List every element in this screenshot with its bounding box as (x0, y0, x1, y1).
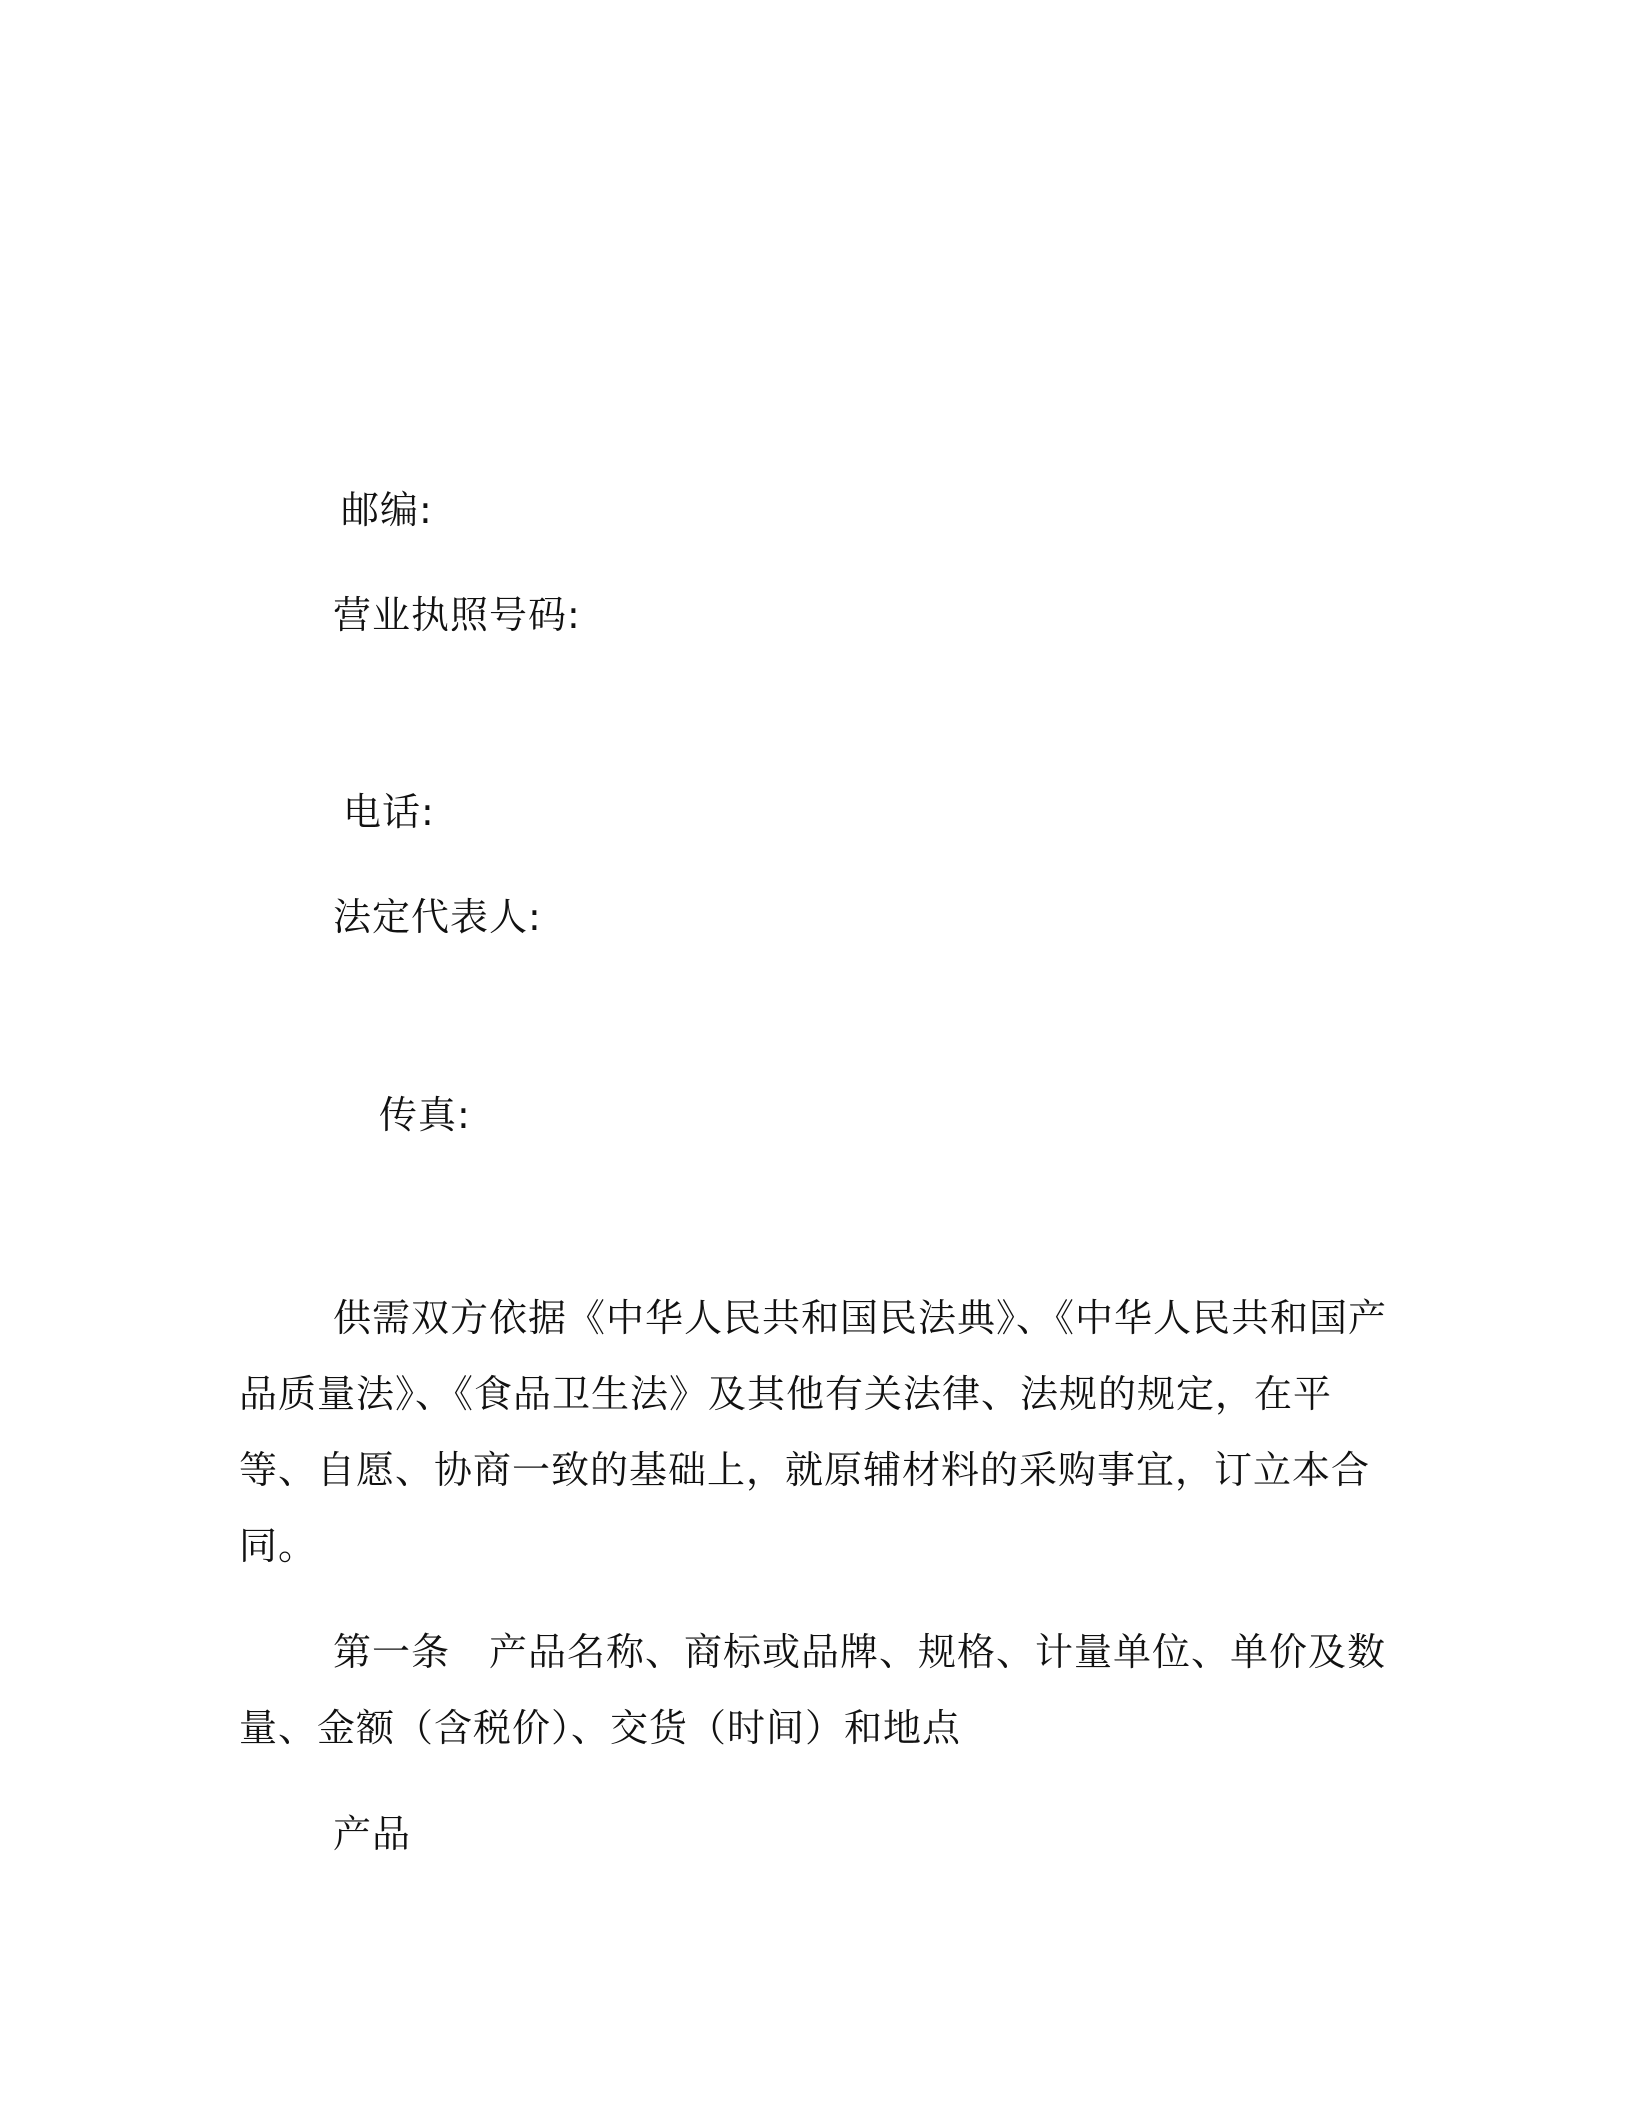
preamble-line: 同。 (239, 1524, 318, 1568)
fax-label: 传真: (379, 1093, 471, 1137)
preamble-line: 等、自愿、协商一致的基础上，就原辅材料的采购事宜，订立本合 (239, 1448, 1371, 1492)
business-license-label: 营业执照号码: (333, 593, 581, 637)
preamble-line: 品质量法》、《食品卫生法》及其他有关法律、法规的规定，在平 (239, 1372, 1333, 1416)
phone-label: 电话: (343, 790, 435, 834)
legal-representative-label: 法定代表人: (333, 895, 542, 939)
preamble-line: 供需双方依据《中华人民共和国民法典》、《中华人民共和国产 (333, 1296, 1388, 1340)
article-one-heading: 量、金额（含税价）、交货（时间）和地点 (239, 1706, 962, 1750)
article-one-heading: 第一条 产品名称、商标或品牌、规格、计量单位、单价及数 (333, 1630, 1387, 1674)
product-label: 产品 (333, 1812, 412, 1856)
postcode-label: 邮编: (341, 488, 433, 532)
